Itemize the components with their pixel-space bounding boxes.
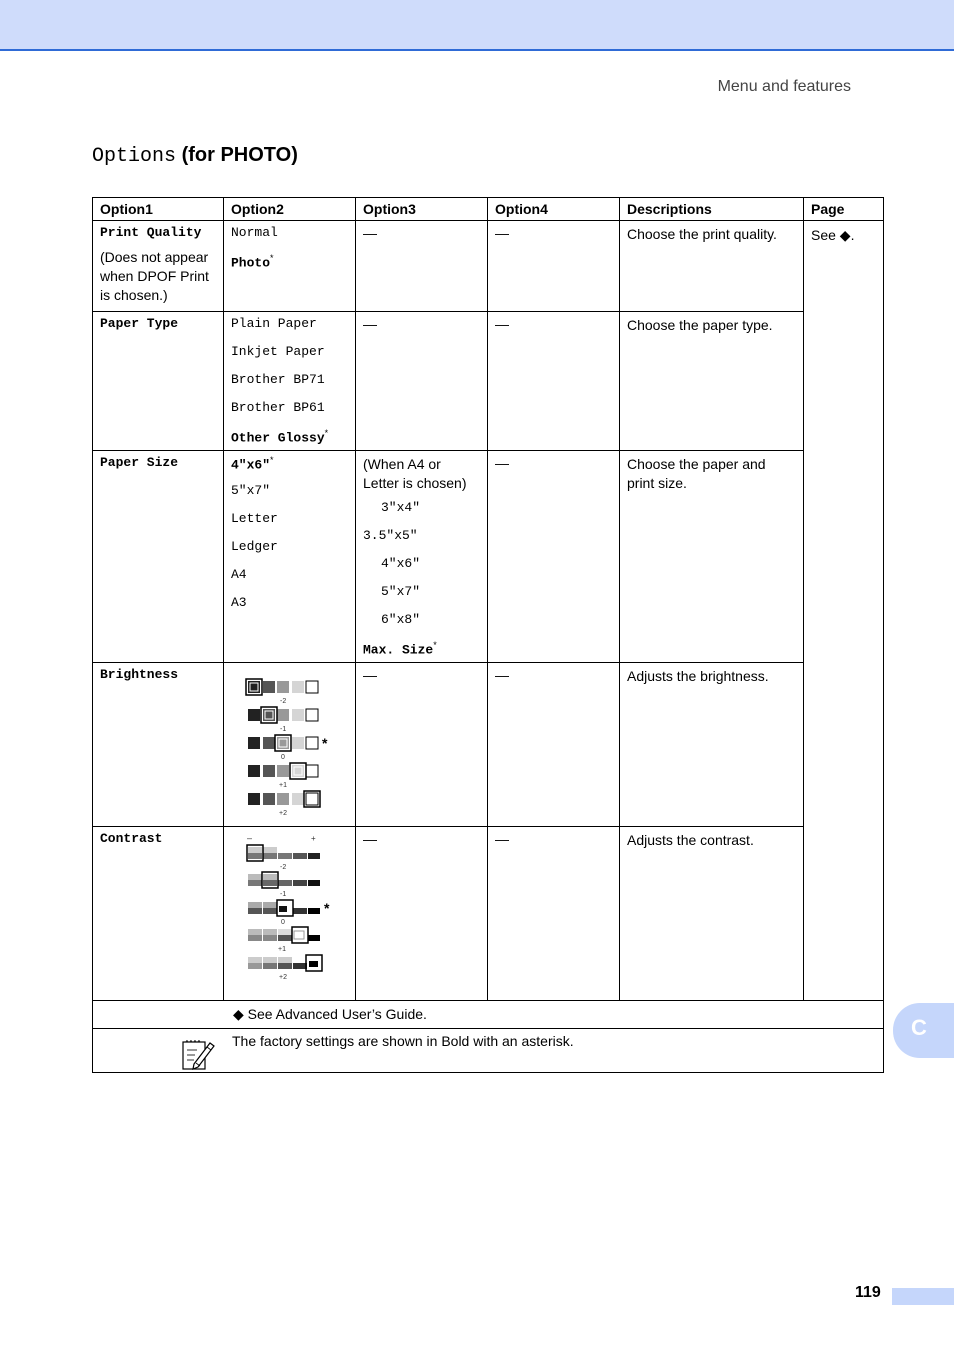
header-option4: Option4	[488, 198, 620, 221]
option-ledger: Ledger	[231, 539, 278, 554]
contrast-level-plus1	[248, 927, 320, 953]
option-letter: Letter	[231, 511, 278, 526]
paper-size-opt3-note: (When A4 or Letter is chosen)	[363, 456, 467, 491]
cell-option3	[356, 451, 488, 663]
brightness-tick: +1	[279, 782, 287, 789]
footnote-text: ◆ See Advanced User’s Guide.	[233, 1006, 427, 1022]
option-6x8: 6"x8"	[381, 612, 421, 627]
brightness-tick: 0	[281, 754, 285, 761]
print-quality-label: Print Quality	[100, 225, 202, 240]
option-max-size-default: Max. Size*	[363, 640, 437, 658]
cell-option1	[93, 312, 224, 451]
brightness-default-asterisk: *	[322, 735, 328, 751]
cell-option2	[224, 312, 356, 451]
brightness-level-plus1	[248, 763, 318, 789]
page-reference: See ◆.	[811, 227, 855, 243]
cell-option4: —	[488, 451, 620, 663]
cell-option1	[93, 221, 224, 312]
cell-option4: —	[488, 827, 620, 1001]
contrast-level-minus2	[247, 845, 320, 871]
cell-option1	[93, 663, 224, 827]
option-a4: A4	[231, 567, 247, 582]
option-5x7: 5"x7"	[381, 584, 421, 599]
cell-option4: —	[488, 312, 620, 451]
option-photo-default: Photo*	[231, 253, 274, 271]
cell-option3: —	[356, 663, 488, 827]
top-banner	[0, 0, 954, 51]
paper-size-label: Paper Size	[100, 455, 179, 470]
table-row	[93, 221, 884, 312]
chapter-letter: C	[911, 1015, 927, 1040]
header-option3: Option3	[356, 198, 488, 221]
header-option1: Option1	[93, 198, 224, 221]
contrast-level-minus1	[248, 872, 320, 898]
cell-option2	[224, 663, 356, 827]
footnote-cell	[93, 1001, 884, 1029]
chapter-tab-c	[893, 1003, 954, 1058]
footnote-row	[93, 1001, 884, 1029]
contrast-tick: +1	[278, 946, 286, 953]
brightness-level-minus2	[246, 679, 318, 705]
contrast-tick: -2	[280, 864, 287, 871]
option-a3: A3	[231, 595, 247, 610]
brightness-label: Brightness	[100, 667, 179, 682]
contrast-label: Contrast	[100, 831, 163, 846]
cell-description: Choose the paper and print size.	[620, 451, 804, 663]
contrast-tick: -1	[280, 891, 287, 898]
cell-option2	[224, 221, 356, 312]
factory-note-row	[93, 1029, 884, 1073]
cell-option1	[93, 451, 224, 663]
brightness-level-plus2	[248, 791, 320, 817]
option-brother-bp71: Brother BP71	[231, 372, 325, 387]
section-header: Menu and features	[717, 78, 851, 95]
contrast-level-plus2	[248, 955, 322, 981]
table-header-row	[93, 198, 884, 221]
page-number: 119	[855, 1284, 881, 1301]
option-normal: Normal	[231, 225, 278, 240]
header-page: Page	[804, 198, 884, 221]
table-row	[93, 663, 884, 827]
option-plain-paper: Plain Paper	[231, 316, 317, 331]
header-descriptions: Descriptions	[620, 198, 804, 221]
factory-note-cell	[93, 1029, 884, 1073]
cell-option4: —	[488, 663, 620, 827]
contrast-minus-label: –	[247, 833, 253, 843]
contrast-scale	[242, 831, 337, 991]
cell-option3: —	[356, 221, 488, 312]
cell-option2	[224, 451, 356, 663]
contrast-default-asterisk: *	[324, 900, 330, 916]
page-title	[92, 144, 298, 168]
table-row	[93, 451, 884, 663]
option-brother-bp61: Brother BP61	[231, 400, 325, 415]
table-row	[93, 827, 884, 1001]
cell-description: Adjusts the contrast.	[620, 827, 804, 1001]
cell-option3: —	[356, 827, 488, 1001]
cell-page	[804, 221, 884, 1001]
note-pencil-icon	[180, 1037, 216, 1071]
table-row	[93, 312, 884, 451]
cell-description: Adjusts the brightness.	[620, 663, 804, 827]
brightness-scale	[242, 667, 337, 817]
factory-note-text: The factory settings are shown in Bold with an asterisk.	[232, 1033, 574, 1049]
option-inkjet-paper: Inkjet Paper	[231, 344, 325, 359]
contrast-tick: 0	[281, 919, 285, 926]
paper-type-label: Paper Type	[100, 316, 179, 331]
brightness-tick: -1	[280, 726, 287, 733]
option-3x4: 3"x4"	[381, 500, 421, 515]
option-4x6-default: 4"x6"*	[231, 455, 274, 473]
cell-description: Choose the print quality.	[620, 221, 804, 312]
title-options: Options	[92, 145, 177, 168]
brightness-level-0	[248, 735, 328, 761]
brightness-tick: +2	[279, 810, 287, 817]
contrast-plus-label: +	[311, 834, 316, 843]
cell-option2	[224, 827, 356, 1001]
brightness-tick: -2	[280, 698, 287, 705]
brightness-level-minus1	[248, 707, 318, 733]
option-4x6: 4"x6"	[381, 556, 421, 571]
print-quality-note: (Does not appear when DPOF Print is chosen.)	[100, 249, 209, 303]
cell-option1	[93, 827, 224, 1001]
cell-description: Choose the paper type.	[620, 312, 804, 451]
option-5x7: 5"x7"	[231, 483, 271, 498]
contrast-tick: +2	[279, 974, 287, 981]
title-text: (for PHOTO)	[176, 144, 298, 166]
option-other-glossy-default: Other Glossy*	[231, 428, 329, 446]
options-table	[92, 197, 884, 1073]
cell-option3: —	[356, 312, 488, 451]
contrast-level-0	[248, 900, 330, 926]
cell-option4: —	[488, 221, 620, 312]
page-number-bar	[892, 1288, 954, 1305]
option-3-5x5: 3.5"x5"	[363, 528, 418, 543]
header-option2: Option2	[224, 198, 356, 221]
